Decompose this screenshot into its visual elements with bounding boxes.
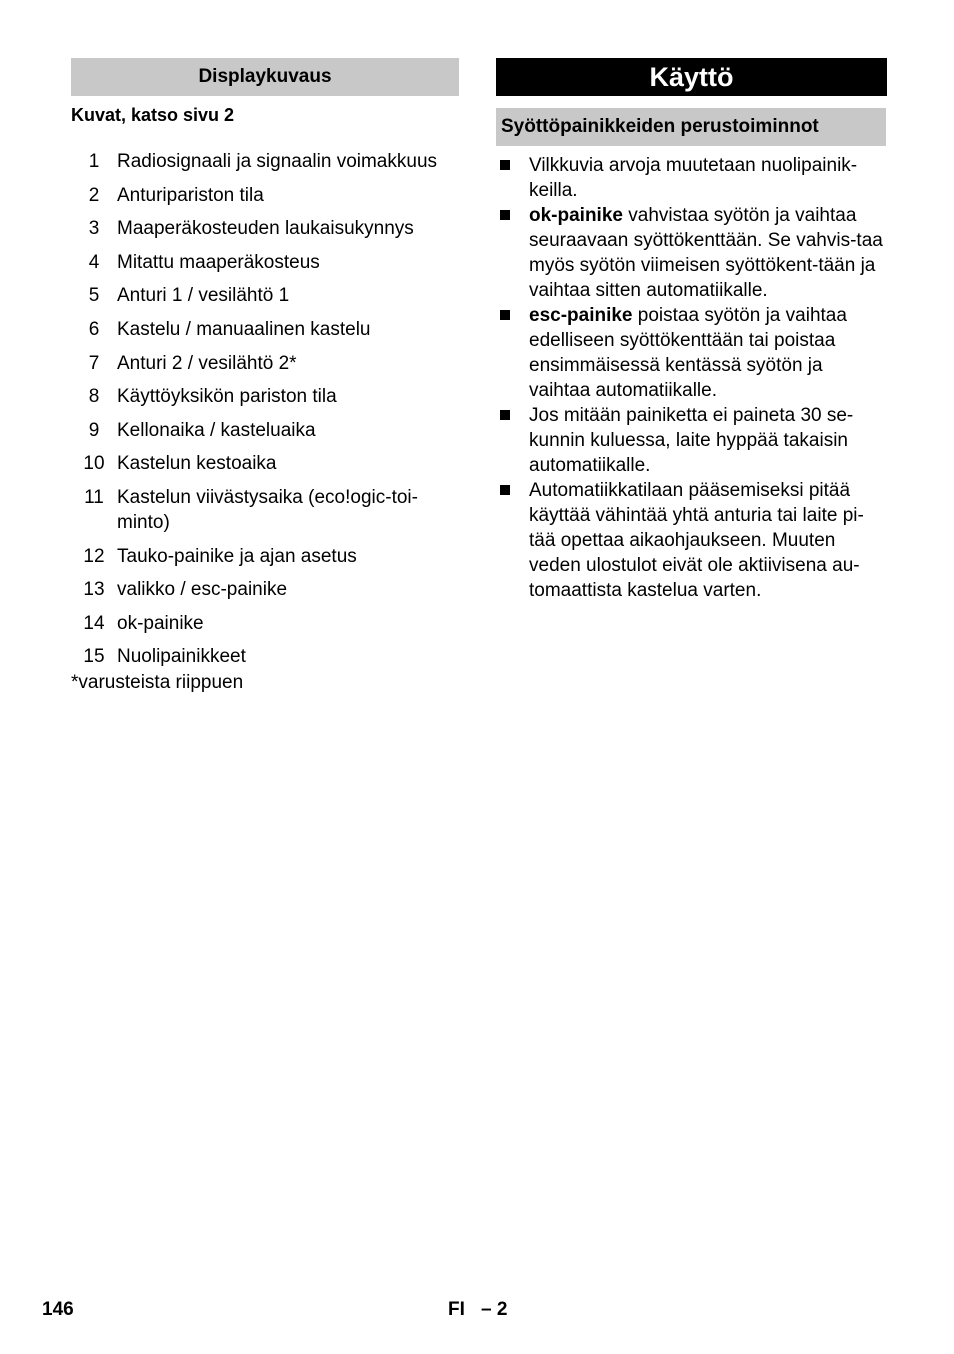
legend-item: [71, 451, 463, 476]
instruction-list: [496, 153, 887, 603]
accessory-footnote: *varusteista riippuen: [71, 671, 244, 693]
legend-number: 8: [88, 386, 100, 408]
instruction-text: [529, 478, 887, 603]
legend-text: Kastelu / manuaalinen kastelu: [117, 318, 371, 340]
instruction-text: [529, 203, 887, 303]
display-legend-list: [71, 149, 463, 669]
legend-text: Mitattu maaperäkosteus: [117, 251, 320, 273]
legend-text: Maaperäkosteuden laukaisukynnys: [117, 218, 414, 240]
instruction-item: [496, 153, 887, 203]
legend-item: [71, 149, 463, 174]
square-bullet-icon: [496, 303, 529, 403]
legend-item: [71, 384, 463, 409]
legend-item: [71, 577, 463, 602]
legend-number: 11: [84, 486, 104, 508]
instruction-body: Vilkkuvia arvoja muutetaan nuolipainik-keilla.: [529, 155, 858, 201]
operation-heading: Käyttö: [496, 58, 887, 96]
legend-text: ok-painike: [117, 612, 204, 634]
instruction-body: Jos mitään painiketta ei paineta 30 se-kunnin kuluessa, laite hyppää takaisin automatiikalle.: [529, 405, 854, 476]
legend-number: 4: [88, 251, 100, 273]
instruction-keyword: ok-painike: [529, 205, 623, 226]
legend-text: Nuolipainikkeet: [117, 646, 246, 668]
legend-text: Kastelun kestoaika: [117, 453, 277, 475]
legend-item: [71, 216, 463, 241]
legend-number: 5: [88, 285, 100, 307]
legend-item: [71, 418, 463, 443]
legend-text: Radiosignaali ja signaalin voimakkuus: [117, 151, 438, 172]
figure-reference: Kuvat, katso sivu 2: [71, 105, 235, 125]
instruction-item: [496, 403, 887, 478]
legend-text: Käyttöyksikön pariston tila: [117, 386, 337, 408]
legend-item: [71, 611, 463, 636]
square-bullet-icon: [496, 153, 529, 203]
square-bullet-icon: [496, 203, 529, 303]
legend-item: [71, 644, 463, 669]
legend-item: [71, 544, 463, 569]
instruction-text: [529, 403, 887, 478]
instruction-text: [529, 303, 887, 403]
legend-text: Anturi 1 / vesilähtö 1: [117, 285, 290, 307]
right-column: [496, 58, 887, 603]
language-code: FI: [448, 1299, 465, 1320]
legend-item: [71, 183, 463, 208]
legend-text: Kastelun viivästysaika (eco!ogic-toi-minto): [117, 486, 418, 533]
instruction-item: [496, 478, 887, 603]
instruction-body: Automatiikkatilaan pääsemiseksi pitää käyttää vähintää yhtä anturia tai laite pi-tää opettaa aikaohjaukseen. Muuten veden ulostulot eivät ole aktiivisena au-tomaattista kastelua varten.: [529, 480, 864, 601]
legend-number: 3: [88, 218, 100, 240]
legend-item: [71, 283, 463, 308]
instruction-body: vahvistaa syötön ja vaihtaa seuraavaan syöttökenttään. Se vahvis-taa myös syötön viimeisen syöttökent-tään ja vaihtaa sitten automatiikalle.: [529, 205, 883, 301]
instruction-text: [529, 153, 887, 203]
legend-number: 2: [88, 184, 100, 206]
input-buttons-heading: Syöttöpainikkeiden perustoiminnot: [496, 108, 886, 146]
square-bullet-icon: [496, 403, 529, 478]
legend-item: [71, 250, 463, 275]
legend-text: valikko / esc-painike: [117, 579, 288, 601]
display-description-heading: Displaykuvaus: [71, 58, 459, 96]
legend-item: [71, 317, 463, 342]
legend-number: 15: [83, 646, 105, 668]
legend-number: 7: [88, 352, 100, 374]
legend-number: 13: [83, 579, 105, 601]
legend-text: Kellonaika / kasteluaika: [117, 419, 316, 441]
legend-number: 12: [83, 545, 105, 567]
legend-text: Tauko-painike ja ajan asetus: [117, 545, 357, 567]
legend-number: 9: [88, 419, 100, 441]
legend-item: [71, 485, 463, 535]
page-number: 146: [42, 1299, 74, 1320]
section-page-reference: – 2: [481, 1299, 508, 1320]
left-column: [71, 58, 463, 695]
square-bullet-icon: [496, 478, 529, 603]
legend-number: 1: [88, 151, 100, 172]
legend-text: Anturi 2 / vesilähtö 2*: [117, 352, 297, 374]
legend-text: Anturipariston tila: [117, 184, 264, 206]
instruction-body: poistaa syötön ja vaihtaa edelliseen syöttökenttään tai poistaa ensimmäisessä kentässä syötön ja vaihtaa automatiikalle.: [529, 305, 847, 401]
legend-number: 14: [83, 612, 105, 634]
instruction-keyword: esc-painike: [529, 305, 633, 326]
legend-number: 10: [83, 453, 105, 475]
instruction-item: [496, 303, 887, 403]
legend-item: [71, 351, 463, 376]
legend-number: 6: [88, 318, 100, 340]
instruction-item: [496, 203, 887, 303]
